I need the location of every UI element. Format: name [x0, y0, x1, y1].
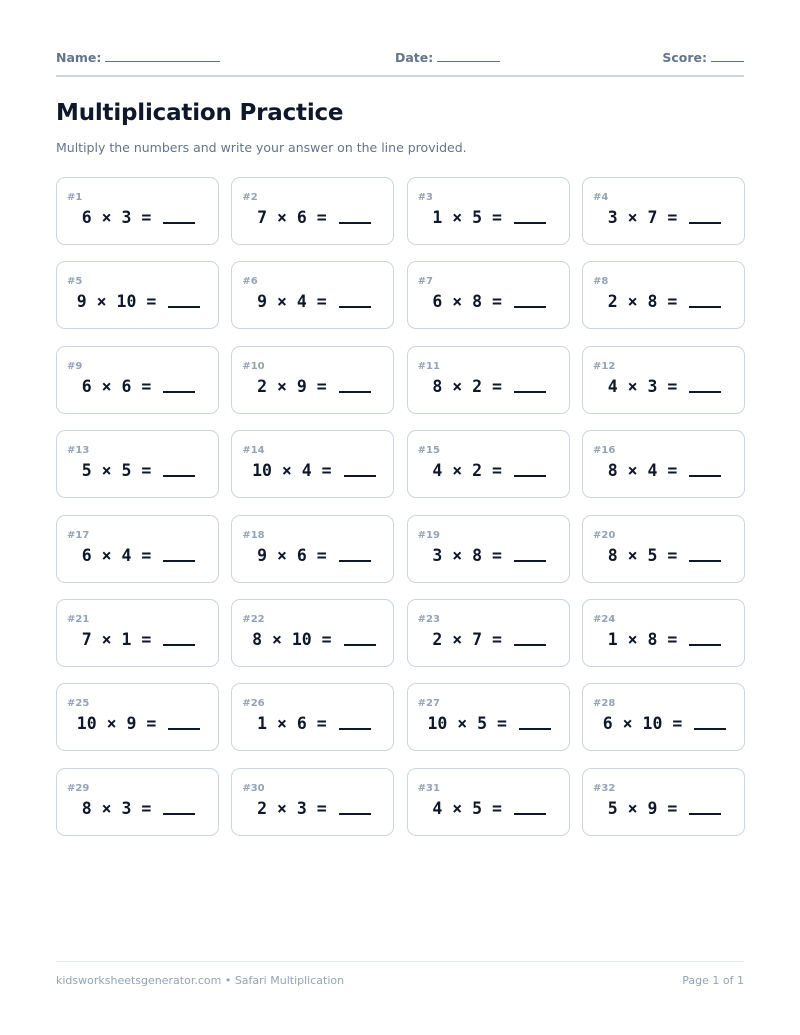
problem-number: #19: [417, 529, 440, 541]
problem-card: [56, 177, 219, 245]
factor-a: 1: [432, 208, 443, 227]
factor-a: 8: [252, 629, 263, 649]
equals-sign: =: [141, 798, 152, 818]
problem-equation: [57, 461, 220, 480]
problem-card: [231, 515, 394, 583]
problem-equation: [57, 208, 220, 227]
factor-a: 10: [427, 714, 448, 734]
factor-a: 9: [257, 545, 268, 565]
problem-card: [231, 768, 394, 836]
multiply-sign: ×: [627, 798, 638, 818]
problem-equation: [408, 292, 571, 311]
factor-a: 6: [432, 292, 443, 312]
factor-a: 8: [81, 798, 92, 818]
problem-card: [582, 683, 745, 751]
problem-number: #2: [242, 192, 258, 203]
factor-a: 4: [432, 461, 443, 481]
answer-blank[interactable]: [339, 799, 371, 815]
score-label: Score:: [662, 50, 707, 65]
problem-card: [582, 261, 745, 329]
answer-blank[interactable]: [689, 546, 721, 562]
name-label: Name:: [56, 50, 102, 65]
problem-card: [407, 768, 570, 836]
multiply-sign: ×: [106, 714, 117, 734]
problem-card: [407, 430, 570, 498]
factor-b: 10: [116, 292, 137, 312]
factor-b: 7: [647, 208, 658, 227]
problem-number: #18: [242, 529, 265, 541]
factor-a: 1: [607, 629, 618, 649]
factor-a: 9: [76, 292, 87, 312]
equals-sign: =: [316, 292, 327, 312]
problem-equation: [408, 377, 571, 396]
factor-b: 4: [121, 545, 132, 565]
problem-card: [56, 261, 219, 329]
factor-b: 6: [296, 714, 307, 734]
factor-a: 7: [81, 629, 92, 649]
factor-a: 8: [607, 461, 618, 481]
problem-number: #7: [417, 276, 433, 288]
multiply-sign: ×: [627, 208, 638, 227]
multiply-sign: ×: [276, 714, 287, 734]
factor-a: 7: [257, 208, 268, 227]
factor-b: 6: [121, 376, 132, 396]
answer-blank[interactable]: [163, 546, 195, 562]
multiply-sign: ×: [271, 629, 282, 649]
factor-b: 1: [121, 629, 132, 649]
multiply-sign: ×: [452, 292, 463, 312]
equals-sign: =: [141, 629, 152, 649]
factor-a: 5: [607, 798, 618, 818]
problem-number: #12: [592, 360, 616, 372]
problem-number: #25: [67, 698, 90, 710]
equals-sign: =: [146, 292, 157, 312]
answer-blank[interactable]: [344, 461, 376, 477]
name-field[interactable]: [56, 49, 220, 65]
factor-b: 2: [472, 376, 483, 396]
problem-equation: [408, 461, 571, 480]
equals-sign: =: [492, 545, 502, 565]
page-title: Multiplication Practice: [56, 100, 344, 126]
problem-equation: [583, 546, 746, 565]
answer-blank[interactable]: [163, 461, 195, 477]
multiply-sign: ×: [101, 798, 112, 818]
equals-sign: =: [492, 292, 502, 312]
problem-number: #32: [592, 782, 616, 794]
problem-card: [582, 515, 745, 583]
header-divider: [56, 75, 744, 77]
answer-blank[interactable]: [339, 377, 371, 393]
problem-equation: [408, 546, 571, 565]
equals-sign: =: [316, 798, 327, 818]
equals-sign: =: [141, 461, 152, 481]
multiply-sign: ×: [276, 798, 287, 818]
equals-sign: =: [667, 292, 678, 312]
problem-equation: [583, 714, 746, 733]
problem-number: #4: [592, 192, 609, 203]
equals-sign: =: [667, 208, 678, 227]
equals-sign: =: [141, 208, 152, 227]
answer-blank[interactable]: [514, 630, 546, 646]
equals-sign: =: [667, 376, 678, 396]
equals-sign: =: [492, 461, 502, 481]
answer-blank[interactable]: [339, 292, 371, 308]
problem-equation: [57, 292, 220, 311]
equals-sign: =: [141, 376, 152, 396]
problem-card: [56, 768, 219, 836]
answer-blank[interactable]: [519, 714, 551, 730]
problem-card: [407, 261, 570, 329]
answer-blank[interactable]: [689, 377, 721, 393]
answer-blank[interactable]: [163, 630, 195, 646]
problem-number: #31: [417, 782, 440, 794]
factor-b: 3: [121, 208, 132, 227]
factor-b: 5: [472, 208, 483, 227]
answer-blank[interactable]: [344, 630, 376, 646]
date-label: Date:: [395, 50, 434, 65]
factor-b: 4: [296, 292, 307, 312]
problem-equation: [57, 546, 220, 565]
equals-sign: =: [667, 545, 678, 565]
answer-blank[interactable]: [339, 714, 371, 730]
problem-equation: [583, 208, 746, 227]
multiply-sign: ×: [452, 461, 463, 481]
problem-number: #5: [67, 276, 83, 288]
problem-equation: [408, 208, 571, 227]
answer-blank[interactable]: [168, 714, 200, 730]
factor-a: 6: [602, 714, 613, 734]
factor-b: 7: [472, 629, 483, 649]
multiply-sign: ×: [452, 545, 463, 565]
multiply-sign: ×: [276, 208, 287, 227]
multiply-sign: ×: [101, 545, 112, 565]
problem-equation: [583, 377, 746, 396]
equals-sign: =: [667, 798, 678, 818]
factor-a: 6: [81, 208, 92, 227]
worksheet-header: [56, 49, 744, 67]
problem-equation: [232, 630, 395, 649]
problem-equation: [232, 714, 395, 733]
problem-card: [56, 430, 219, 498]
multiply-sign: ×: [622, 714, 633, 734]
multiply-sign: ×: [457, 714, 468, 734]
equals-sign: =: [667, 461, 678, 481]
problem-number: #8: [592, 276, 609, 288]
score-field[interactable]: [662, 49, 744, 65]
factor-b: 8: [647, 292, 658, 312]
multiply-sign: ×: [96, 292, 107, 312]
factor-b: 5: [472, 798, 483, 818]
factor-a: 10: [252, 461, 272, 481]
answer-blank[interactable]: [694, 714, 726, 730]
multiply-sign: ×: [627, 292, 638, 312]
problem-equation: [232, 461, 395, 480]
factor-a: 5: [81, 461, 92, 481]
date-blank-line[interactable]: [437, 49, 500, 62]
problem-number: #13: [67, 445, 90, 457]
problem-equation: [408, 630, 571, 649]
multiply-sign: ×: [281, 461, 292, 481]
answer-blank[interactable]: [689, 630, 721, 646]
multiply-sign: ×: [101, 629, 112, 649]
problem-card: [231, 683, 394, 751]
multiply-sign: ×: [101, 208, 112, 227]
multiply-sign: ×: [627, 461, 638, 481]
problem-number: #15: [417, 445, 440, 457]
equals-sign: =: [316, 545, 327, 565]
factor-a: 3: [432, 545, 443, 565]
problem-number: #23: [417, 613, 440, 625]
factor-b: 10: [291, 629, 312, 649]
problem-number: #17: [67, 529, 90, 541]
problem-card: [582, 599, 745, 667]
factor-a: 2: [257, 798, 268, 818]
answer-blank[interactable]: [163, 377, 195, 393]
answer-blank[interactable]: [689, 292, 721, 308]
equals-sign: =: [321, 461, 332, 481]
factor-b: 8: [647, 629, 658, 649]
problem-equation: [57, 799, 220, 818]
score-blank-line[interactable]: [711, 49, 744, 62]
answer-blank[interactable]: [514, 377, 546, 393]
problem-number: #29: [67, 782, 90, 794]
problem-card: [231, 177, 394, 245]
answer-blank[interactable]: [514, 461, 546, 477]
page-number: Page 1 of 1: [682, 974, 744, 987]
answer-blank[interactable]: [163, 208, 195, 224]
problem-equation: [232, 546, 395, 565]
factor-a: 2: [432, 629, 443, 649]
equals-sign: =: [321, 629, 332, 649]
problem-number: #6: [242, 276, 258, 288]
factor-b: 3: [647, 376, 658, 396]
equals-sign: =: [141, 545, 152, 565]
factor-a: 4: [607, 376, 618, 396]
factor-b: 9: [647, 798, 658, 818]
factor-b: 6: [296, 545, 307, 565]
problem-number: #30: [242, 782, 265, 794]
problem-number: #10: [242, 360, 265, 372]
equals-sign: =: [316, 208, 327, 227]
problem-number: #14: [242, 445, 265, 457]
multiply-sign: ×: [276, 545, 287, 565]
factor-b: 3: [296, 798, 307, 818]
answer-blank[interactable]: [689, 208, 721, 224]
problem-card: [407, 599, 570, 667]
answer-blank[interactable]: [339, 546, 371, 562]
worksheet-page: [56, 0, 744, 1035]
factor-a: 1: [257, 714, 268, 734]
factor-b: 8: [472, 292, 483, 312]
factor-b: 4: [647, 461, 658, 481]
problem-card: [56, 346, 219, 414]
factor-a: 6: [81, 376, 92, 396]
problem-number: #22: [242, 613, 265, 625]
answer-blank[interactable]: [339, 208, 371, 224]
equals-sign: =: [492, 208, 502, 227]
factor-a: 3: [607, 208, 618, 227]
problem-card: [231, 430, 394, 498]
name-blank-line[interactable]: [105, 49, 220, 62]
answer-blank[interactable]: [689, 461, 721, 477]
problem-number: #20: [592, 529, 616, 541]
answer-blank[interactable]: [514, 208, 546, 224]
problem-equation: [57, 377, 220, 396]
problem-equation: [408, 714, 571, 733]
problem-equation: [408, 799, 571, 818]
equals-sign: =: [146, 714, 157, 734]
equals-sign: =: [492, 798, 502, 818]
problem-card: [56, 515, 219, 583]
multiply-sign: ×: [627, 629, 638, 649]
problem-card: [582, 430, 745, 498]
problem-equation: [232, 799, 395, 818]
footer-source: kidsworksheetsgenerator.com • Safari Multiplication: [56, 974, 345, 987]
factor-b: 5: [647, 545, 658, 565]
factor-b: 6: [296, 208, 307, 227]
multiply-sign: ×: [627, 545, 638, 565]
problem-number: #3: [417, 192, 433, 203]
answer-blank[interactable]: [168, 292, 200, 308]
problem-equation: [57, 714, 220, 733]
equals-sign: =: [492, 376, 502, 396]
answer-blank[interactable]: [689, 799, 721, 815]
multiply-sign: ×: [452, 798, 463, 818]
factor-b: 3: [121, 798, 132, 818]
problem-equation: [232, 208, 395, 227]
equals-sign: =: [492, 629, 502, 649]
problem-card: [582, 768, 745, 836]
multiply-sign: ×: [452, 629, 463, 649]
footer-divider: [56, 961, 744, 962]
problem-number: #28: [592, 698, 616, 710]
problem-equation: [232, 377, 395, 396]
answer-blank[interactable]: [514, 799, 546, 815]
factor-a: 6: [81, 545, 92, 565]
date-field[interactable]: [395, 49, 500, 65]
multiply-sign: ×: [452, 208, 463, 227]
factor-b: 9: [126, 714, 137, 734]
answer-blank[interactable]: [514, 546, 546, 562]
instructions: Multiply the numbers and write your answer on the line provided.: [56, 140, 467, 155]
problem-number: #16: [592, 445, 616, 457]
problem-card: [407, 683, 570, 751]
problem-card: [407, 515, 570, 583]
problem-number: #24: [592, 613, 616, 625]
factor-a: 10: [76, 714, 97, 734]
equals-sign: =: [497, 714, 507, 734]
problem-number: #1: [67, 192, 83, 203]
multiply-sign: ×: [101, 461, 112, 481]
problem-card: [56, 683, 219, 751]
problem-number: #11: [417, 360, 440, 372]
multiply-sign: ×: [276, 376, 287, 396]
problem-equation: [57, 630, 220, 649]
answer-blank[interactable]: [514, 292, 546, 308]
factor-b: 5: [121, 461, 132, 481]
problem-card: [407, 177, 570, 245]
problem-grid: [56, 177, 744, 836]
problem-card: [407, 346, 570, 414]
factor-b: 2: [472, 461, 483, 481]
problem-card: [231, 599, 394, 667]
problem-equation: [583, 461, 746, 480]
problem-equation: [583, 292, 746, 311]
factor-a: 2: [607, 292, 618, 312]
problem-equation: [232, 292, 395, 311]
factor-a: 4: [432, 798, 443, 818]
equals-sign: =: [672, 714, 683, 734]
factor-a: 8: [432, 376, 443, 396]
problem-number: #26: [242, 698, 265, 710]
multiply-sign: ×: [101, 376, 112, 396]
problem-card: [231, 346, 394, 414]
factor-b: 8: [472, 545, 483, 565]
multiply-sign: ×: [452, 376, 463, 396]
problem-card: [582, 177, 745, 245]
problem-number: #27: [417, 698, 440, 710]
factor-b: 5: [477, 714, 488, 734]
factor-a: 9: [257, 292, 268, 312]
factor-b: 10: [642, 714, 663, 734]
problem-number: #9: [67, 360, 83, 372]
multiply-sign: ×: [276, 292, 287, 312]
problem-equation: [583, 799, 746, 818]
factor-a: 2: [257, 376, 268, 396]
problem-card: [231, 261, 394, 329]
factor-b: 9: [296, 376, 307, 396]
multiply-sign: ×: [627, 376, 638, 396]
equals-sign: =: [667, 629, 678, 649]
problem-number: #21: [67, 613, 90, 625]
problem-equation: [583, 630, 746, 649]
equals-sign: =: [316, 714, 327, 734]
problem-card: [56, 599, 219, 667]
factor-a: 8: [607, 545, 618, 565]
problem-card: [582, 346, 745, 414]
answer-blank[interactable]: [163, 799, 195, 815]
equals-sign: =: [316, 376, 327, 396]
factor-b: 4: [301, 461, 312, 481]
